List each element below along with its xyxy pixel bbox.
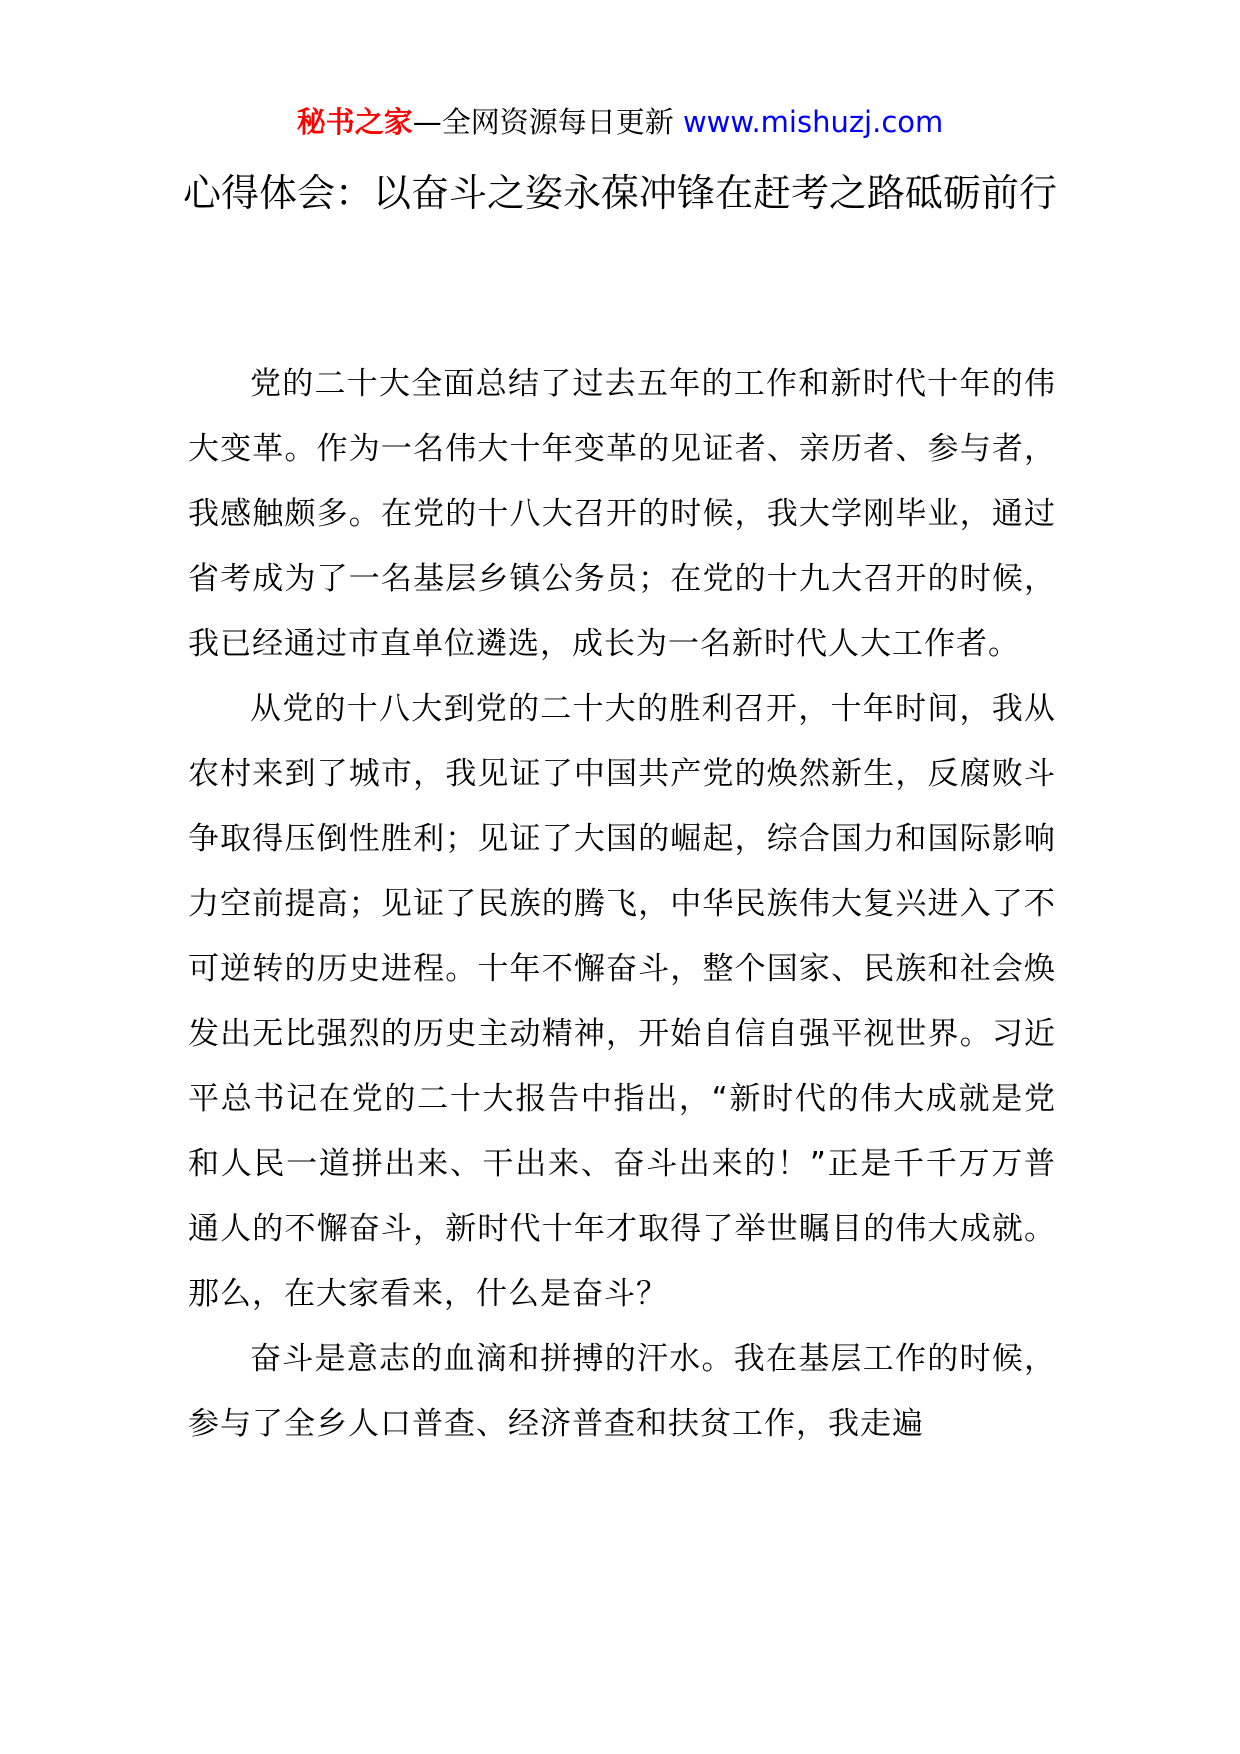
site-header xyxy=(0,102,1240,142)
document-title: 心得体会：以奋斗之姿永葆冲锋在赶考之路砥砺前行 xyxy=(182,171,1057,215)
site-url-link[interactable]: www.mishuzj.com xyxy=(682,105,944,139)
paragraph: 奋斗是意志的血滴和拼搏的汗水。我在基层工作的时候，参与了全乡人口普查、经济普查和扶贫工作，我走遍 xyxy=(188,1341,1056,1442)
paragraph: 从党的十八大到党的二十大的胜利召开，十年时间，我从农村来到了城市，我见证了中国共产党的焕然新生，反腐败斗争取得压倒性胜利；见证了大国的崛起，综合国力和国际影响力空前提高；见证了民族的腾飞，中华民族伟大复兴进入了不可逆转的历史进程。十年不懈奋斗，整个国家、民族和社会焕发出无比强烈的历史主动精神，开始自信自强平视世界。习近平总书记在党的二十大报告中指出，“新时代的伟大成就是党和人民一道拼出来、干出来、奋斗出来的！”正是千千万万普通人的不懈奋斗，新时代十年才取得了举世瞩目的伟大成就。那么，在大家看来，什么是奋斗？ xyxy=(188,691,1056,1312)
document-body xyxy=(188,352,1056,1457)
site-brand: 秘书之家 xyxy=(296,105,413,139)
paragraph: 党的二十大全面总结了过去五年的工作和新时代十年的伟大变革。作为一名伟大十年变革的见证者、亲历者、参与者，我感触颇多。在党的十八大召开的时候，我大学刚毕业，通过省考成为了一名基层乡镇公务员；在党的十九大召开的时候，我已经通过市直单位遴选，成长为一名新时代人大工作者。 xyxy=(188,366,1056,662)
site-tagline: —全网资源每日更新 xyxy=(412,105,683,139)
